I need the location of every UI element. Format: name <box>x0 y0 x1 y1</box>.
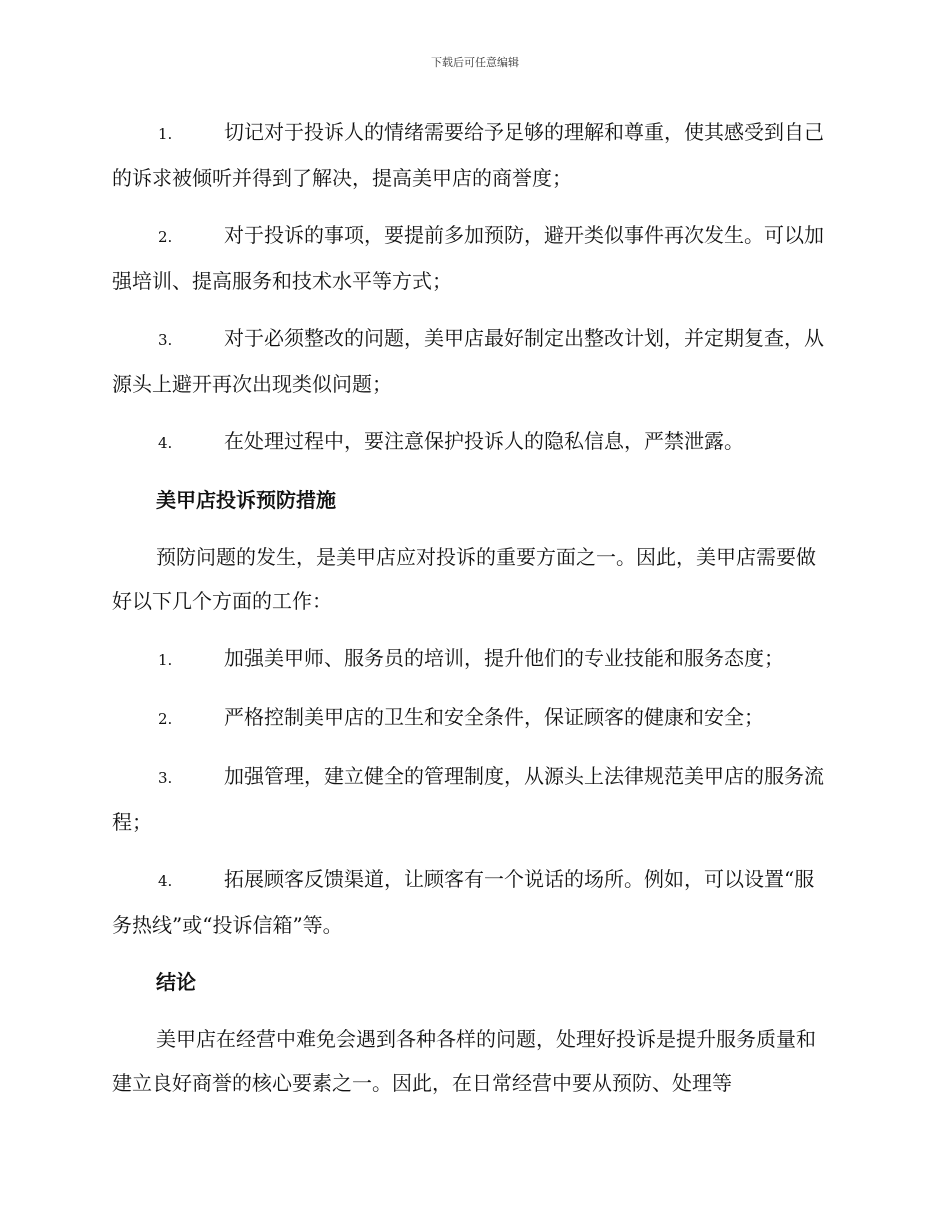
list-number: 1. <box>158 651 173 669</box>
list-text: 加强美甲师、服务员的培训，提升他们的专业技能和服务态度； <box>224 646 784 670</box>
list-text: 对于必须整改的问题，美甲店最好制定出整改计划，并定期复查，从源头上避开再次出现类似问题； <box>112 326 824 396</box>
list-item <box>112 110 834 200</box>
section-heading-conclusion: 结论 <box>156 970 196 994</box>
list-number: 2. <box>158 228 173 246</box>
list-text: 切记对于投诉人的情绪需要给予足够的理解和尊重，使其感受到自己的诉求被倾听并得到了解决，提高美甲店的商誉度； <box>112 120 824 190</box>
list-item <box>112 316 834 406</box>
list-number: 2. <box>158 710 173 728</box>
list-item <box>112 213 834 303</box>
list-text: 对于投诉的事项，要提前多加预防，避开类似事件再次发生。可以加强培训、提高服务和技术水平等方式； <box>112 223 824 293</box>
list-number: 1. <box>158 125 173 143</box>
list-text: 拓展顾客反馈渠道，让顾客有一个说话的场所。例如，可以设置“服务热线”或“投诉信箱”等。 <box>112 867 815 937</box>
list-number: 4. <box>158 872 173 890</box>
list-item <box>112 636 834 682</box>
list-text: 严格控制美甲店的卫生和安全条件，保证顾客的健康和安全； <box>224 705 764 729</box>
header-note: 下载后可任意编辑 <box>431 56 519 69</box>
prevention-intro: 预防问题的发生，是美甲店应对投诉的重要方面之一。因此，美甲店需要做好以下几个方面的工作： <box>112 545 816 613</box>
list-number: 3. <box>158 769 173 787</box>
list-item <box>112 857 834 947</box>
list-number: 4. <box>158 434 173 452</box>
list-number: 3. <box>158 331 173 349</box>
document-body <box>112 110 834 1118</box>
list-item <box>112 754 834 844</box>
section-heading-prevention: 美甲店投诉预防措施 <box>156 488 336 512</box>
list-item <box>112 419 834 465</box>
list-text: 在处理过程中，要注意保护投诉人的隐私信息，严禁泄露。 <box>224 429 744 453</box>
list-item <box>112 695 834 741</box>
list-text: 加强管理，建立健全的管理制度，从源头上法律规范美甲店的服务流程； <box>112 764 824 834</box>
conclusion-text: 美甲店在经营中难免会遇到各种各样的问题，处理好投诉是提升服务质量和建立良好商誉的核心要素之一。因此，在日常经营中要从预防、处理等 <box>112 1027 816 1095</box>
